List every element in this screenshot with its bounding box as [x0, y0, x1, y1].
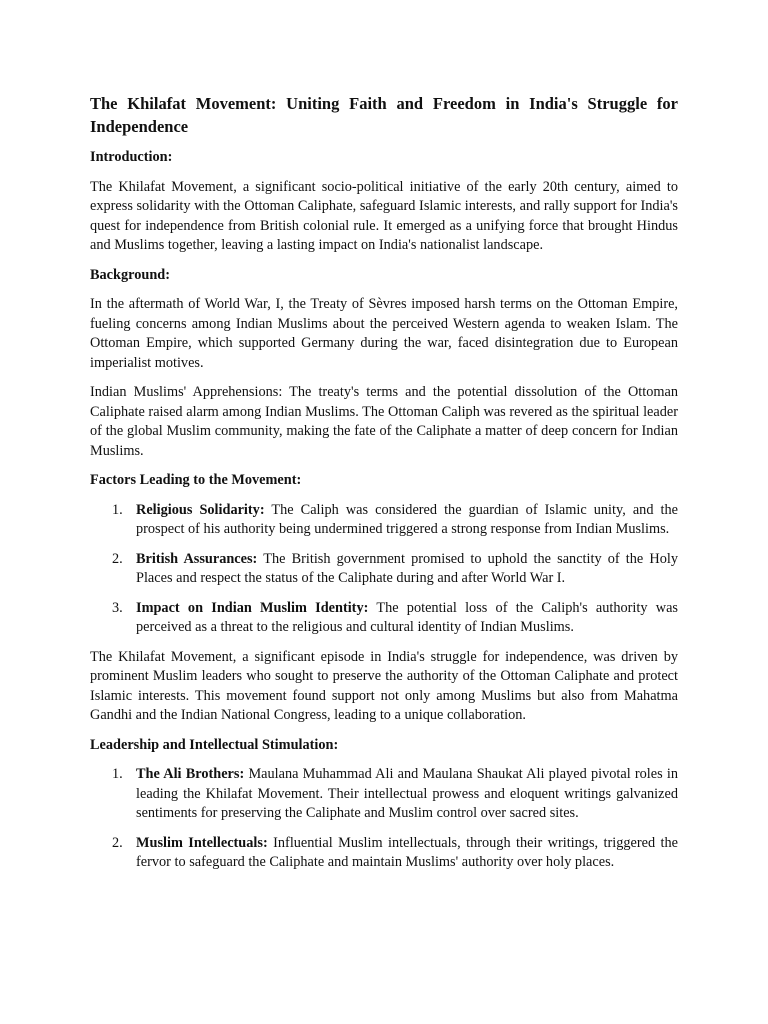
leadership-list: [90, 765, 678, 873]
list-item-label: British Assurances:: [136, 550, 258, 567]
list-item-text: Influential Muslim intellectuals, through their writings, triggered the fervor to safeguard the Caliphate and maintain Muslims' authority over holy places.: [136, 834, 678, 870]
introduction-paragraph: The Khilafat Movement, a significant socio-political initiative of the early 20th century, aimed to express solidarity with the Ottoman Caliphate, safeguard Islamic interests, and rally support for India's quest for independence from British colonial rule. It emerged as a unifying force that brought Hindus and Muslims together, leaving a lasting impact on India's nationalist landscape.: [90, 178, 678, 253]
list-item-number: 1.: [112, 501, 123, 518]
document-body: [90, 92, 678, 883]
list-item-number: 1.: [112, 766, 123, 782]
list-item-text: The British government promised to uphold the sanctity of the Holy Places and respect the status of the Caliphate during and after World War I.: [136, 550, 678, 586]
movement-paragraph: The Khilafat Movement, a significant episode in India's struggle for independence, was driven by prominent Muslim leaders who sought to preserve the authority of the Ottoman Caliphate and protect Islamic interests. This movement found support not only among Muslims but also from Mahatma Gandhi and the Indian National Congress, leading to a unique collaboration.: [90, 648, 678, 723]
list-item-label: Impact on Indian Muslim Identity:: [136, 599, 369, 616]
introduction-heading: Introduction:: [90, 149, 173, 165]
background-paragraph-1: In the aftermath of World War, I, the Treaty of Sèvres imposed harsh terms on the Ottoman Empire, fueling concerns among Indian Muslims about the perceived Western agenda to weaken Islam. The Ottoman Empire, which supported Germany during the war, faced disintegration due to European imperialist motives.: [90, 296, 678, 371]
list-item: [90, 550, 678, 589]
list-item-label: Religious Solidarity:: [136, 501, 265, 518]
leadership-heading: Leadership and Intellectual Stimulation:: [90, 736, 339, 753]
list-item: [90, 834, 678, 873]
background-heading: Background:: [90, 266, 170, 283]
factors-list: [90, 501, 678, 638]
list-item-number: 2.: [112, 550, 123, 567]
list-item: [90, 765, 678, 824]
factors-heading: Factors Leading to the Movement:: [90, 472, 302, 488]
document-title: The Khilafat Movement: Uniting Faith and Freedom in India's Struggle for Independence: [90, 94, 678, 136]
list-item-number: 3.: [112, 599, 123, 616]
list-item-text: The potential loss of the Caliph's authority was perceived as a threat to the religious and cultural identity of Indian Muslims.: [136, 599, 678, 635]
list-item-label: Muslim Intellectuals:: [136, 834, 268, 851]
list-item-label: The Ali Brothers:: [136, 766, 245, 782]
list-item-number: 2.: [112, 834, 123, 851]
list-item: [90, 501, 678, 540]
list-item: [90, 599, 678, 638]
background-paragraph-2: Indian Muslims' Apprehensions: The treaty's terms and the potential dissolution of the Ottoman Caliphate raised alarm among Indian Muslims. The Ottoman Caliph was revered as the spiritual leader of the global Muslim community, making the fate of the Caliphate a matter of deep concern for Indian Muslims.: [90, 384, 678, 459]
list-item-text: The Caliph was considered the guardian of Islamic unity, and the prospect of his authority being undermined triggered a strong response from Indian Muslims.: [136, 501, 678, 537]
list-item-text: Maulana Muhammad Ali and Maulana Shaukat Ali played pivotal roles in leading the Khilafat Movement. Their intellectual prowess and eloquent writings galvanized sentiments for preserving the Caliphate and Muslim control over sacred sites.: [136, 766, 678, 821]
